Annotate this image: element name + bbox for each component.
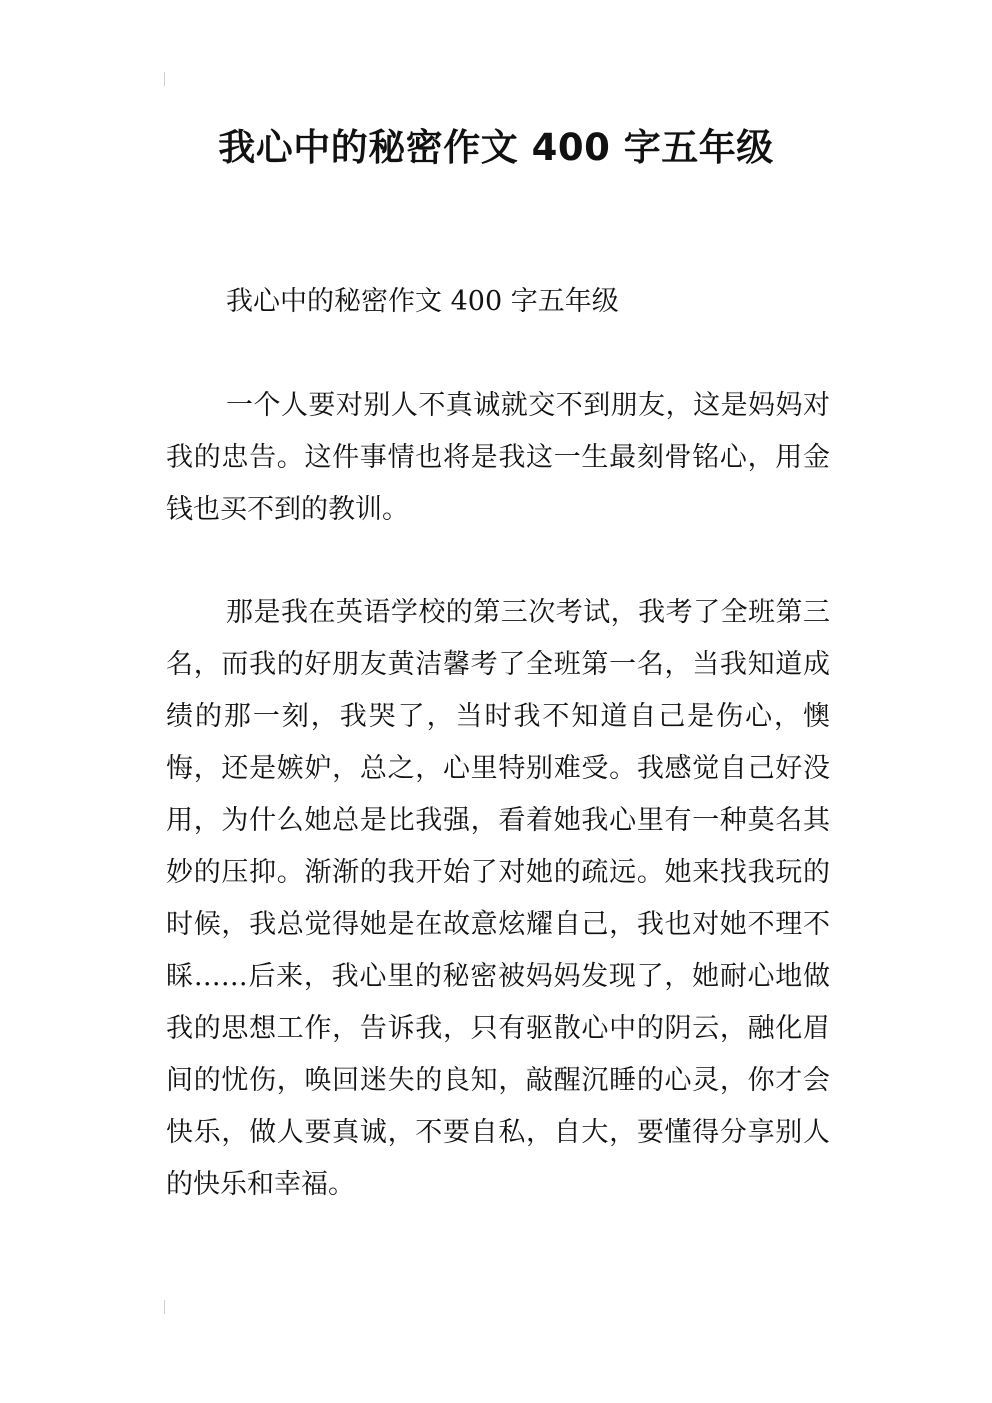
bottom-margin-mark	[164, 1300, 165, 1314]
document-subtitle: 我心中的秘密作文 400 字五年级	[226, 286, 619, 317]
top-margin-mark	[164, 72, 165, 86]
paragraph-2: 那是我在英语学校的第三次考试，我考了全班第三名，而我的好朋友黄洁馨考了全班第一名，当我知道成绩的那一刻，我哭了，当时我不知道自己是伤心，懊悔，还是嫉妒，总之，心里特别难受。我感觉自己好没用，为什么她总是比我强，看着她我心里有一种莫名其妙的压抑。渐渐的我开始了对她的疏远。她来找我玩的时候，我总觉得她是在故意炫耀自己，我也对她不理不睬……后来，我心里的秘密被妈妈发现了，她耐心地做我的思想工作，告诉我，只有驱散心中的阴云，融化眉间的忧伤，唤回迷失的良知，敲醒沉睡的心灵，你才会快乐，做人要真诚，不要自私，自大，要懂得分享别人的快乐和幸福。	[166, 597, 830, 1200]
document-title: 我心中的秘密作文 400 字五年级	[218, 126, 774, 169]
paragraph-1: 一个人要对别人不真诚就交不到朋友，这是妈妈对我的忠告。这件事情也将是我这一生最刻骨铭心，用金钱也买不到的教训。	[166, 390, 830, 525]
